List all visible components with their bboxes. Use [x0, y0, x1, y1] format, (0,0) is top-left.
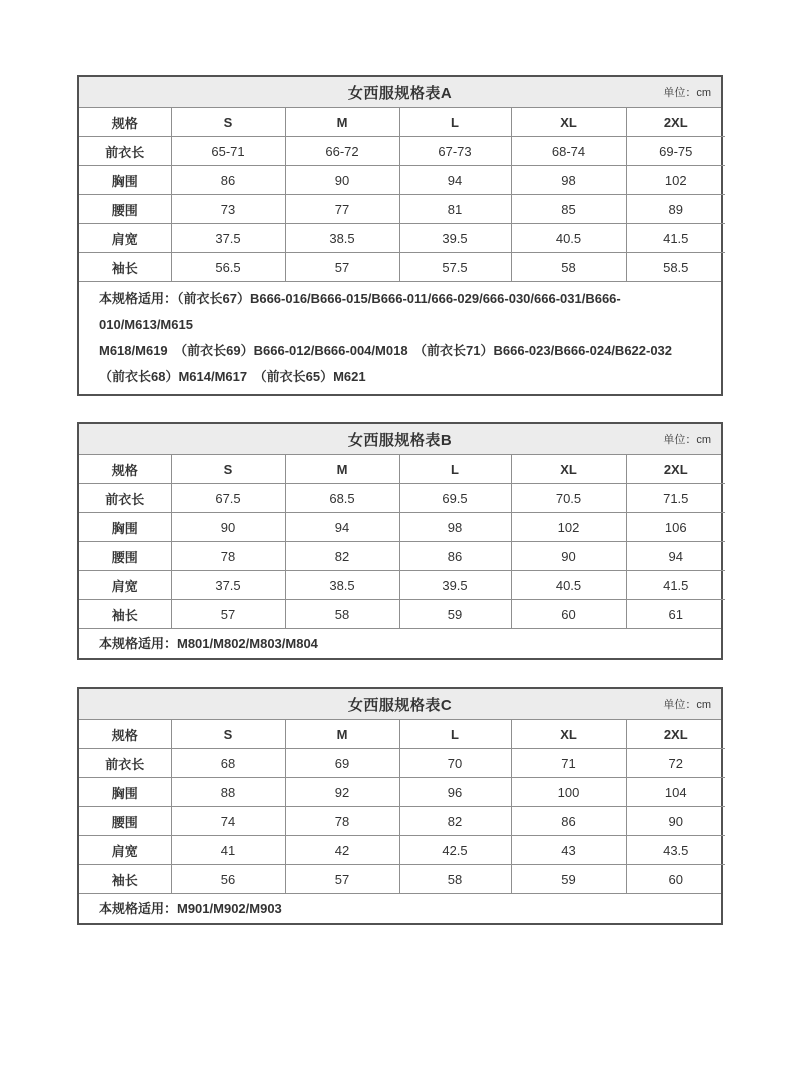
column-header: M: [285, 108, 399, 137]
table-row: [79, 455, 725, 484]
table-row: [79, 778, 725, 807]
spec-value: 86: [399, 542, 511, 571]
row-label: 腰围: [79, 807, 171, 836]
column-header: L: [399, 108, 511, 137]
table-row: [79, 865, 725, 894]
column-header: 规格: [79, 108, 171, 137]
table-a-title-bar: [79, 77, 721, 108]
column-header: M: [285, 455, 399, 484]
spec-value: 90: [626, 807, 725, 836]
column-header: 2XL: [626, 455, 725, 484]
row-label: 胸围: [79, 166, 171, 195]
table-c-title-bar: [79, 689, 721, 720]
spec-value: 67.5: [171, 484, 285, 513]
column-header: XL: [511, 108, 626, 137]
spec-value: 41.5: [626, 571, 725, 600]
column-header: S: [171, 720, 285, 749]
spec-value: 78: [171, 542, 285, 571]
spec-value: 74: [171, 807, 285, 836]
spec-value: 94: [399, 166, 511, 195]
spec-table-a: [77, 75, 723, 396]
spec-table-c: [77, 687, 723, 925]
spec-value: 65-71: [171, 137, 285, 166]
spec-value: 66-72: [285, 137, 399, 166]
row-label: 袖长: [79, 865, 171, 894]
table-b-unit-label: 单位：cm: [663, 434, 711, 446]
spec-value: 70: [399, 749, 511, 778]
spec-value: 58: [511, 253, 626, 282]
spec-value: 82: [285, 542, 399, 571]
table-row: [79, 749, 725, 778]
spec-value: 94: [626, 542, 725, 571]
spec-value: 59: [399, 600, 511, 629]
spec-value: 57: [285, 865, 399, 894]
table-c-grid: [79, 720, 725, 893]
table-c-title: 女西服规格表C: [347, 696, 453, 714]
table-row: [79, 513, 725, 542]
spec-value: 90: [285, 166, 399, 195]
spec-value: 86: [511, 807, 626, 836]
spec-value: 56: [171, 865, 285, 894]
spec-value: 37.5: [171, 224, 285, 253]
row-label: 前衣长: [79, 484, 171, 513]
note-line: （前衣长68）M614/M617 （前衣长65）M621: [99, 369, 366, 384]
spec-value: 58: [285, 600, 399, 629]
spec-value: 100: [511, 778, 626, 807]
spec-value: 57: [285, 253, 399, 282]
spec-value: 88: [171, 778, 285, 807]
table-b-title: 女西服规格表B: [347, 431, 453, 449]
spec-value: 78: [285, 807, 399, 836]
spec-value: 43.5: [626, 836, 725, 865]
row-label: 胸围: [79, 778, 171, 807]
table-row: [79, 542, 725, 571]
spec-value: 61: [626, 600, 725, 629]
row-label: 肩宽: [79, 836, 171, 865]
spec-value: 60: [626, 865, 725, 894]
table-c-unit-label: 单位：cm: [663, 699, 711, 711]
spec-value: 60: [511, 600, 626, 629]
spec-value: 104: [626, 778, 725, 807]
spec-value: 89: [626, 195, 725, 224]
spec-value: 98: [399, 513, 511, 542]
table-a-unit-label: 单位：cm: [663, 87, 711, 99]
row-label: 前衣长: [79, 137, 171, 166]
spec-value: 72: [626, 749, 725, 778]
column-header: 2XL: [626, 108, 725, 137]
spec-value: 39.5: [399, 571, 511, 600]
table-row: [79, 253, 725, 282]
spec-value: 67-73: [399, 137, 511, 166]
spec-value: 77: [285, 195, 399, 224]
column-header: 规格: [79, 720, 171, 749]
spec-value: 57.5: [399, 253, 511, 282]
table-row: [79, 484, 725, 513]
note-line: M618/M619 （前衣长69）B666-012/B666-004/M018 （前衣长71）B666-023/B666-024/B622-032: [99, 343, 673, 358]
note-line: 本规格适用：（前衣长67）B666-016/B666-015/B666-011/666-029/666-030/666-031/B666-010/M613/M615: [99, 291, 621, 332]
spec-value: 42.5: [399, 836, 511, 865]
spec-value: 68: [171, 749, 285, 778]
column-header: 2XL: [626, 720, 725, 749]
spec-value: 42: [285, 836, 399, 865]
spec-value: 37.5: [171, 571, 285, 600]
table-b-grid: [79, 455, 725, 628]
row-label: 胸围: [79, 513, 171, 542]
table-row: [79, 600, 725, 629]
spec-value: 70.5: [511, 484, 626, 513]
column-header: S: [171, 455, 285, 484]
spec-value: 38.5: [285, 571, 399, 600]
column-header: L: [399, 455, 511, 484]
spec-value: 40.5: [511, 571, 626, 600]
table-row: [79, 720, 725, 749]
spec-value: 59: [511, 865, 626, 894]
spec-value: 43: [511, 836, 626, 865]
spec-value: 69-75: [626, 137, 725, 166]
table-c-applicable-note: [79, 893, 721, 923]
spec-value: 68-74: [511, 137, 626, 166]
spec-value: 98: [511, 166, 626, 195]
spec-table-b: [77, 422, 723, 660]
table-b-applicable-note: [79, 628, 721, 658]
spec-value: 56.5: [171, 253, 285, 282]
spec-value: 71.5: [626, 484, 725, 513]
spec-value: 39.5: [399, 224, 511, 253]
column-header: XL: [511, 720, 626, 749]
spec-value: 41.5: [626, 224, 725, 253]
table-row: [79, 137, 725, 166]
row-label: 肩宽: [79, 224, 171, 253]
spec-value: 41: [171, 836, 285, 865]
table-row: [79, 807, 725, 836]
table-a-grid: [79, 108, 725, 281]
spec-value: 85: [511, 195, 626, 224]
table-a-title: 女西服规格表A: [347, 84, 453, 102]
spec-value: 81: [399, 195, 511, 224]
table-b-title-bar: [79, 424, 721, 455]
spec-value: 90: [171, 513, 285, 542]
column-header: M: [285, 720, 399, 749]
table-row: [79, 108, 725, 137]
row-label: 前衣长: [79, 749, 171, 778]
table-row: [79, 224, 725, 253]
column-header: XL: [511, 455, 626, 484]
table-a-applicable-note: [79, 281, 721, 394]
row-label: 肩宽: [79, 571, 171, 600]
spec-value: 71: [511, 749, 626, 778]
spec-value: 69: [285, 749, 399, 778]
note-line: 本规格适用：M901/M902/M903: [99, 901, 282, 916]
row-label: 袖长: [79, 600, 171, 629]
spec-value: 82: [399, 807, 511, 836]
spec-value: 40.5: [511, 224, 626, 253]
column-header: S: [171, 108, 285, 137]
row-label: 腰围: [79, 542, 171, 571]
spec-value: 86: [171, 166, 285, 195]
table-row: [79, 571, 725, 600]
spec-value: 58: [399, 865, 511, 894]
row-label: 腰围: [79, 195, 171, 224]
spec-value: 94: [285, 513, 399, 542]
spec-value: 57: [171, 600, 285, 629]
spec-value: 102: [511, 513, 626, 542]
column-header: 规格: [79, 455, 171, 484]
note-line: 本规格适用：M801/M802/M803/M804: [99, 636, 318, 651]
spec-value: 58.5: [626, 253, 725, 282]
spec-value: 73: [171, 195, 285, 224]
table-row: [79, 836, 725, 865]
column-header: L: [399, 720, 511, 749]
spec-value: 90: [511, 542, 626, 571]
spec-value: 38.5: [285, 224, 399, 253]
row-label: 袖长: [79, 253, 171, 282]
spec-value: 92: [285, 778, 399, 807]
spec-value: 96: [399, 778, 511, 807]
table-row: [79, 166, 725, 195]
spec-value: 102: [626, 166, 725, 195]
spec-value: 68.5: [285, 484, 399, 513]
spec-value: 69.5: [399, 484, 511, 513]
table-row: [79, 195, 725, 224]
spec-value: 106: [626, 513, 725, 542]
